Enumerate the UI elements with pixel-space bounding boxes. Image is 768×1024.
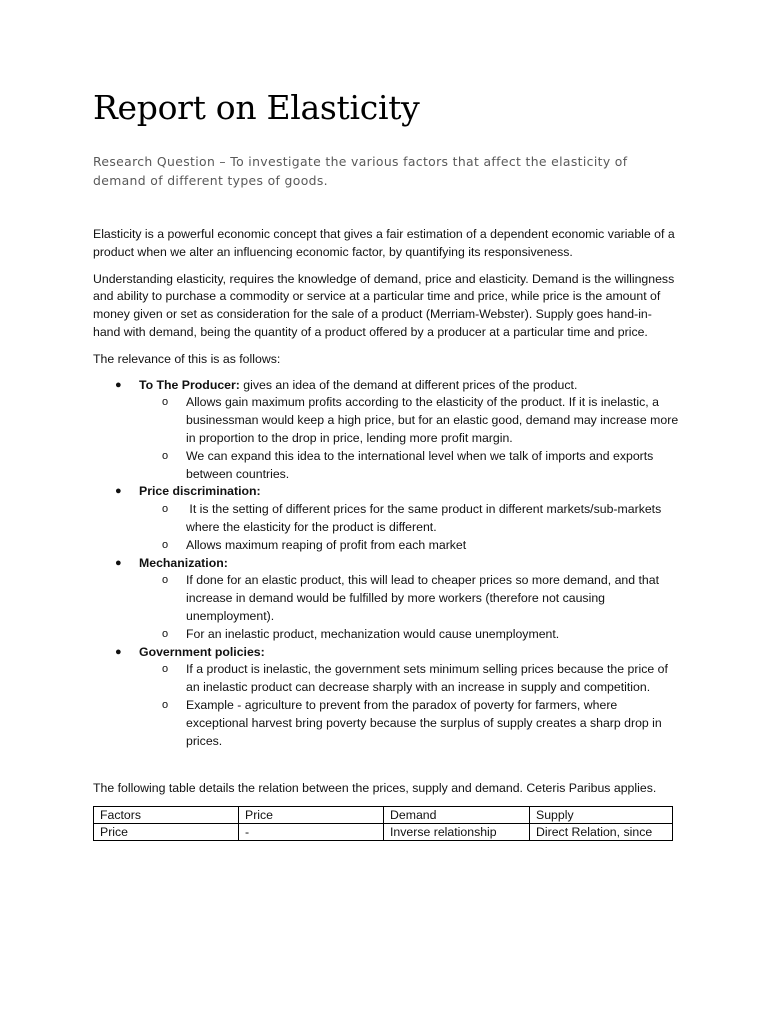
relevance-list (93, 377, 679, 751)
list-item-mechanization (93, 555, 679, 644)
table-cell: Direct Relation, since (530, 824, 673, 841)
definitions-paragraph: Understanding elasticity, requires the knowledge of demand, price and elasticity. Demand is the willingness and ability to purchase a commodity or service at a particular time and price, while price is the amount of money given or set as consideration for the sale of a product (Merriam-Webster). Supply goes hand-in-hand with demand, being the quantity of a product offered by a producer at a particular time and price. (93, 271, 675, 339)
list-item-producer (93, 377, 679, 484)
sub-list (139, 572, 679, 643)
bullet-circle-icon: o (162, 396, 169, 409)
bullet-dot-icon: ● (115, 556, 122, 569)
sub-list (139, 394, 679, 483)
list-item-heading: Government policies: (139, 644, 265, 659)
bullet-circle-icon: o (162, 449, 169, 462)
bullet-dot-icon: ● (115, 378, 122, 391)
table-intro-paragraph: The following table details the relation between the prices, supply and demand. Ceteris Paribus applies. (93, 781, 657, 796)
sub-list-item (139, 661, 679, 697)
sub-list-item (139, 697, 679, 750)
bullet-circle-icon: o (162, 698, 169, 711)
bullet-circle-icon: o (162, 663, 169, 676)
list-item-price-discrimination (93, 483, 679, 554)
table-cell: Price (94, 824, 239, 841)
relevance-paragraph: The relevance of this is as follows: (93, 351, 281, 366)
document-title: Report on Elasticity (93, 88, 420, 127)
sub-list-item-text: If done for an elastic product, this will lead to cheaper prices so more demand, and that increase in demand would be fulfilled by more workers (therefore not causing unemployment). (186, 573, 660, 623)
bullet-circle-icon: o (162, 574, 169, 587)
factors-table (93, 806, 673, 841)
list-item-government-policies (93, 644, 679, 751)
table-cell: - (239, 824, 384, 841)
table-row (94, 824, 673, 841)
sub-list-item-text: Example - agriculture to prevent from the paradox of poverty for farmers, where exceptional harvest bring poverty because the surplus of supply creates a sharp drop in prices. (186, 697, 662, 748)
sub-list-item-text: Allows maximum reaping of profit from each market (186, 537, 467, 552)
sub-list-item (139, 394, 679, 447)
sub-list (139, 501, 679, 554)
list-item-heading: Mechanization: (139, 555, 228, 570)
sub-list-item-text: Allows gain maximum profits according to the elasticity of the product. If it is inelastic, a businessman would keep a high price, but for an elastic good, demand may increase more in proportion to the drop in price, lending more profit margin. (186, 395, 679, 445)
table-header-cell: Supply (530, 807, 673, 824)
list-item-heading: Price discrimination: (139, 484, 261, 499)
sub-list-item-text: We can expand this idea to the international level when we talk of imports and exports between countries. (186, 448, 654, 481)
sub-list-item (139, 537, 679, 555)
table-header-row (94, 807, 673, 824)
sub-list-item-text: For an inelastic product, mechanization would cause unemployment. (186, 626, 560, 641)
sub-list-item (139, 448, 679, 484)
list-item-heading: To The Producer: (139, 377, 240, 392)
table-header-cell: Demand (384, 807, 530, 824)
bullet-dot-icon: ● (115, 485, 122, 498)
sub-list-item-text: It is the setting of different prices for the same product in different markets/sub-markets where the elasticity for the product is different. (186, 502, 662, 534)
document-body (93, 226, 679, 841)
sub-list-item-text: If a product is inelastic, the government sets minimum selling prices because the price of an inelastic product can decrease sharply with an increase in supply and competition. (186, 662, 668, 695)
table-header-cell: Price (239, 807, 384, 824)
section-spacer (93, 750, 679, 780)
sub-list (139, 661, 679, 750)
research-question: Research Question – To investigate the various factors that affect the elasticity of demand of different types of goods. (93, 154, 628, 188)
table-header-cell: Factors (94, 807, 239, 824)
sub-list-item (139, 626, 679, 644)
sub-list-item (139, 572, 679, 625)
bullet-circle-icon: o (162, 627, 169, 640)
list-item-text: gives an idea of the demand at different prices of the product. (239, 377, 578, 392)
bullet-circle-icon: o (162, 503, 169, 516)
intro-paragraph: Elasticity is a powerful economic concept that gives a fair estimation of a dependent economic variable of a product when we alter an influencing economic factor, by quantifying its responsiveness. (93, 227, 675, 259)
table-cell: Inverse relationship (384, 824, 530, 841)
bullet-dot-icon: ● (115, 645, 122, 658)
bullet-circle-icon: o (162, 538, 169, 551)
sub-list-item (139, 501, 679, 537)
